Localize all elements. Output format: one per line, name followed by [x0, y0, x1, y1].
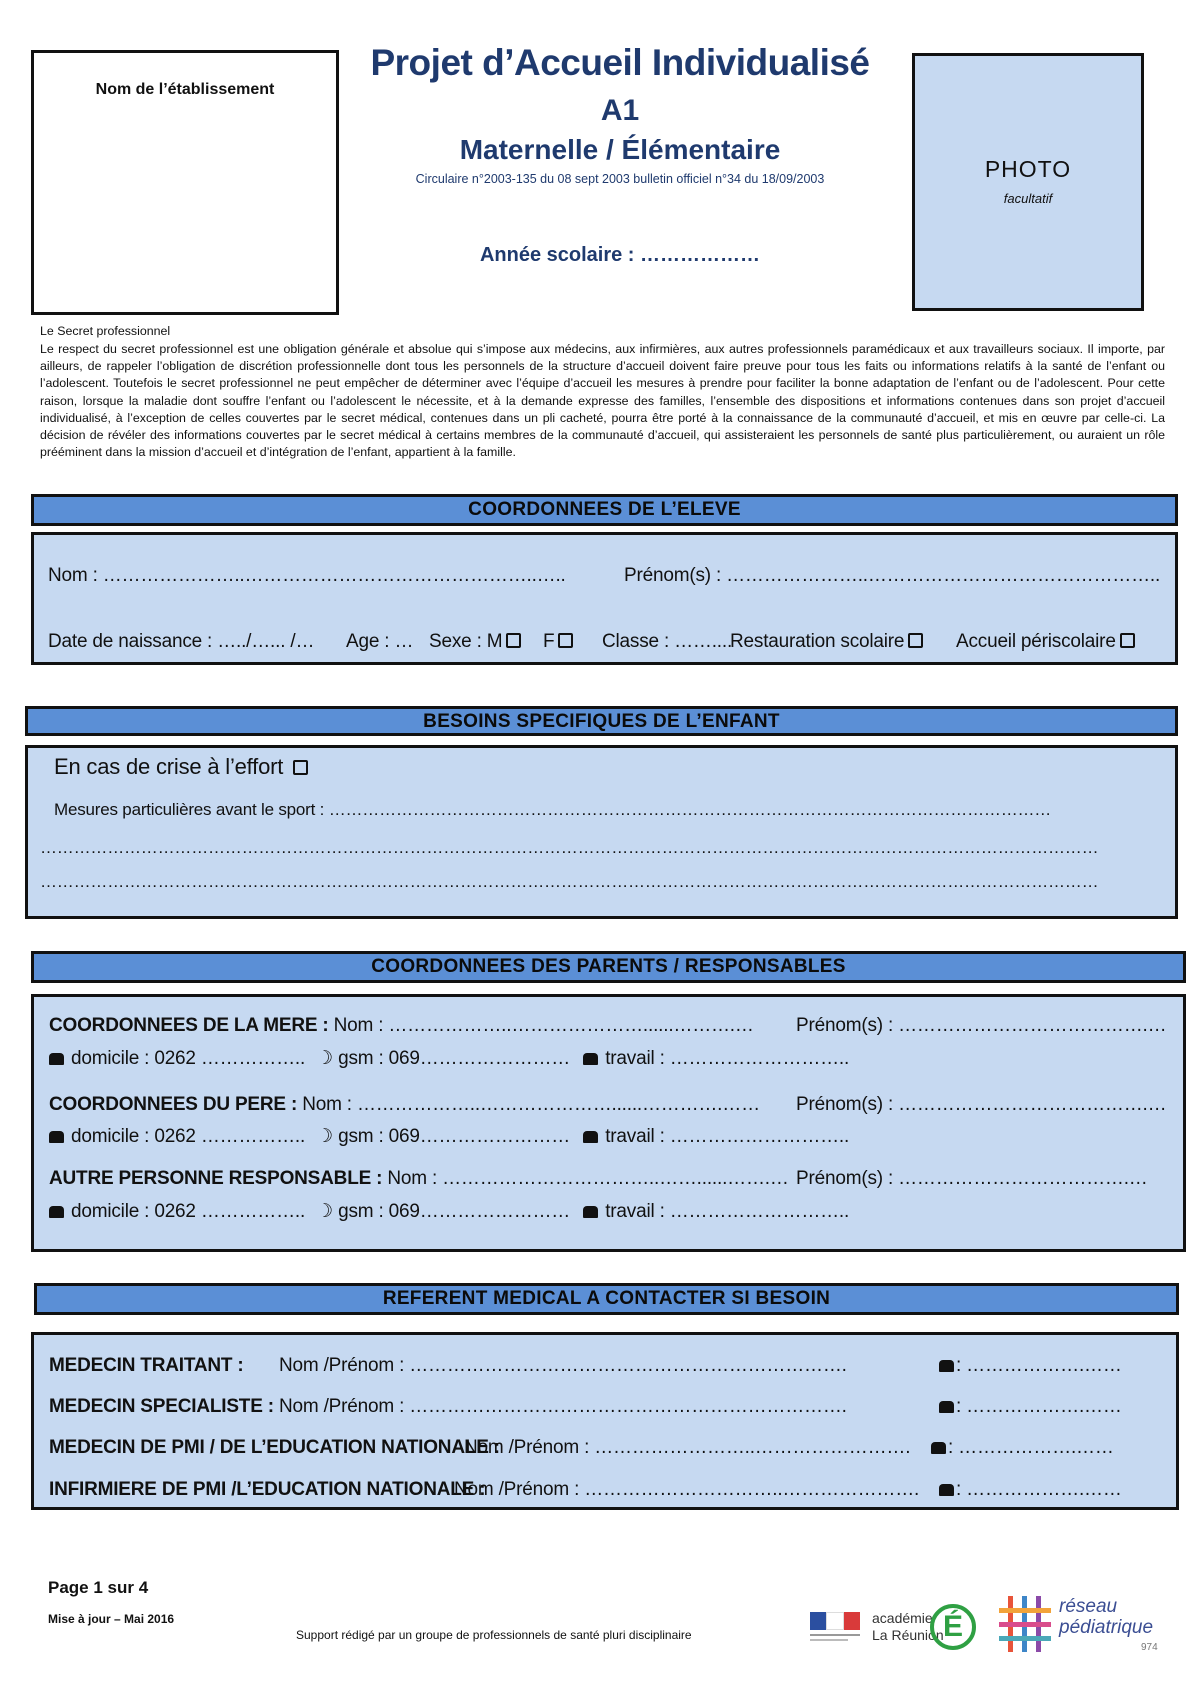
phone-icon — [583, 1053, 598, 1065]
specialiste-tel-field[interactable] — [939, 1396, 1122, 1418]
sexe-f-label: F — [543, 631, 555, 652]
phone-icon — [49, 1131, 64, 1143]
pmi-nom-field[interactable]: Nom /Prénom : ……………………..……………………. — [464, 1437, 911, 1458]
eleve-periscolaire — [956, 631, 1135, 653]
pere-phones — [49, 1125, 849, 1148]
autre-row — [49, 1168, 789, 1190]
pere-row — [49, 1094, 760, 1116]
crise-effort — [54, 754, 308, 780]
eleve-sexe-f — [543, 631, 573, 653]
support-note: Support rédigé par un groupe de professionnels de santé pluri disciplinaire — [296, 1628, 692, 1642]
academie-logo — [872, 1598, 982, 1660]
page-number: Page 1 sur 4 — [48, 1578, 149, 1597]
pere-nom-field[interactable]: Nom : ………………..…………………......………….…… — [302, 1094, 760, 1115]
eleve-prenom-field[interactable]: Prénom(s) : …………………..……………………………………….. — [624, 565, 1161, 586]
reseau-hash-icon — [995, 1592, 1053, 1654]
mere-row — [49, 1015, 754, 1037]
mobile-icon: ☽ — [316, 1201, 333, 1222]
pere-travail-field[interactable]: travail : ……………………….. — [605, 1126, 850, 1147]
phone-icon — [583, 1206, 598, 1218]
mere-label: COORDONNEES DE LA MERE : — [49, 1015, 329, 1036]
reseau-974: 974 — [1141, 1642, 1158, 1653]
specialiste-nom-field[interactable]: Nom /Prénom : ……………………………………………………………. — [279, 1396, 847, 1417]
restauration-checkbox[interactable] — [908, 633, 923, 648]
circular-reference: Circulaire n°2003-135 du 08 sept 2003 bulletin officiel n°34 du 18/09/2003 — [415, 172, 825, 186]
eleve-nom-field[interactable]: Nom : …………………..………………………………………..….. — [48, 565, 566, 586]
update-date: Mise à jour – Mai 2016 — [48, 1612, 175, 1626]
periscolaire-label: Accueil périscolaire — [956, 631, 1116, 652]
mobile-icon: ☽ — [316, 1126, 333, 1147]
document-code: A1 — [600, 94, 640, 127]
pmi-tel-field[interactable] — [931, 1437, 1114, 1459]
establishment-box — [31, 50, 339, 315]
sexe-m-checkbox[interactable] — [506, 633, 521, 648]
periscolaire-checkbox[interactable] — [1120, 633, 1135, 648]
phone-icon — [49, 1206, 64, 1218]
marianne-logo — [810, 1612, 860, 1644]
reseau-text: réseau pédiatrique — [1059, 1596, 1154, 1638]
sexe-label: Sexe : M — [429, 631, 503, 652]
parents-panel — [31, 994, 1186, 1252]
school-level: Maternelle / Élémentaire — [459, 134, 781, 165]
autre-prenom-field[interactable]: Prénom(s) : ……………………………….… — [796, 1168, 1148, 1189]
autre-phones — [49, 1200, 849, 1223]
eleve-classe-field[interactable]: Classe : …….... — [602, 631, 733, 652]
photo-box[interactable] — [912, 53, 1144, 311]
infirmiere-tel-dots: : ……………….…… — [956, 1479, 1122, 1500]
pmi-tel-dots: : ……………….…… — [948, 1437, 1114, 1458]
eleve-panel — [31, 532, 1178, 665]
infirmiere-tel-field[interactable] — [939, 1479, 1122, 1501]
academie-e-icon: É — [930, 1604, 976, 1650]
mere-prenom-field[interactable]: Prénom(s) : ………………………………….… — [796, 1015, 1167, 1036]
besoins-panel — [25, 745, 1178, 919]
mesures-field[interactable]: Mesures particulières avant le sport : ………………………………………………………………………………………………………………… — [54, 800, 1052, 819]
mobile-icon: ☽ — [316, 1048, 333, 1069]
pmi-label: MEDECIN DE PMI / DE L’EDUCATION NATIONALE : — [49, 1437, 500, 1458]
specialiste-label: MEDECIN SPECIALISTE : — [49, 1396, 274, 1417]
phone-icon — [939, 1401, 954, 1413]
eleve-restauration — [730, 631, 923, 653]
photo-label: PHOTO — [984, 156, 1072, 182]
secret-heading: Le Secret professionnel — [40, 324, 171, 338]
besoins-line-2[interactable]: ……………………………………………………………………………………………………………………………………………………………………… — [40, 838, 1099, 857]
establishment-label: Nom de l’établissement — [95, 81, 275, 98]
eleve-banner: COORDONNEES DE L’ELEVE — [31, 494, 1178, 526]
pere-label: COORDONNEES DU PERE : — [49, 1094, 298, 1115]
restauration-label: Restauration scolaire — [730, 631, 905, 652]
crise-label: En cas de crise à l’effort — [54, 754, 284, 779]
traitant-tel-field[interactable] — [939, 1355, 1122, 1377]
traitant-tel-dots: : ……………….…… — [956, 1355, 1122, 1376]
mere-domicile-field[interactable]: domicile : 0262 …………….. — [71, 1048, 306, 1069]
pere-gsm-field[interactable]: gsm : 069…………………… — [338, 1126, 571, 1147]
eleve-sexe-m — [429, 631, 521, 653]
besoins-banner: BESOINS SPECIFIQUES DE L’ENFANT — [25, 706, 1178, 736]
autre-gsm-field[interactable]: gsm : 069…………………… — [338, 1201, 571, 1222]
phone-icon — [939, 1360, 954, 1372]
medical-banner: REFERENT MEDICAL A CONTACTER SI BESOIN — [34, 1283, 1179, 1315]
autre-nom-field[interactable]: Nom : ……………………………..……......…….… — [387, 1168, 789, 1189]
photo-note: facultatif — [1003, 191, 1053, 206]
infirmiere-nom-field[interactable]: Nom /Prénom : …………………………..…………………. — [454, 1479, 920, 1500]
mere-nom-field[interactable]: Nom : ………………..…………………......……….… — [333, 1015, 754, 1036]
medical-panel — [31, 1332, 1179, 1510]
eleve-dob-field[interactable]: Date de naissance : …../…... /… — [48, 631, 315, 652]
phone-icon — [583, 1131, 598, 1143]
sexe-f-checkbox[interactable] — [558, 633, 573, 648]
mere-travail-field[interactable]: travail : ……………………….. — [605, 1048, 850, 1069]
autre-label: AUTRE PERSONNE RESPONSABLE : — [49, 1168, 383, 1189]
phone-icon — [49, 1053, 64, 1065]
eleve-age-field[interactable]: Age : … — [346, 631, 414, 652]
pere-domicile-field[interactable]: domicile : 0262 …………….. — [71, 1126, 306, 1147]
reseau-logo — [995, 1592, 1165, 1662]
traitant-label: MEDECIN TRAITANT : — [49, 1355, 244, 1376]
phone-icon — [931, 1442, 946, 1454]
document-title: Projet d’Accueil Individualisé — [370, 42, 870, 83]
besoins-line-3[interactable]: ……………………………………………………………………………………………………………………………………………………………………… — [40, 872, 1099, 891]
mere-phones — [49, 1047, 849, 1070]
phone-icon — [939, 1484, 954, 1496]
infirmiere-label: INFIRMIERE DE PMI /L’EDUCATION NATIONALE : — [49, 1479, 486, 1500]
mere-gsm-field[interactable]: gsm : 069…………………… — [338, 1048, 571, 1069]
academie-text: académie La Réunion — [872, 1610, 944, 1643]
parents-banner: COORDONNEES DES PARENTS / RESPONSABLES — [31, 951, 1186, 983]
school-year: Année scolaire : ……………… — [479, 244, 761, 266]
secret-paragraph: Le respect du secret professionnel est une obligation générale et absolue qui s’impose aux médecins, aux infirmières, aux autres professionnels paramédicaux et aux travailleurs sociaux. Il importe, par ailleurs, de rappeler l’obligation de discrétion professionnelle dont tous les personnels de la structure d’accueil doivent faire preuve pour tous les faits ou informations relatifs à la santé de l’enfant ou l’adolescent. Toutefois le secret professionnel ne peut empêcher de déterminer avec l’équipe d’accueil les mesures à prendre pour faciliter la bonne adaptation de l’enfant ou de l’adolescent. Pour cette raison, lorsque la maladie dont souffre l’enfant ou l’adolescent le nécessite, et à la demande expresse des familles, l’ensemble des dispositions et informations contenues dans son projet d’accueil individualisé, à l’exception de celles couvertes par le secret médical, contenues dans un pli cacheté, pourra être porté à la connaissance de la communauté d’accueil, et mis en œuvre par celle-ci. La décision de révéler des informations couvertes par le secret médical à certains membres de la communauté d’accueil, qui assisteraient les personnels de santé plus particulièrement, ou auraient un rôle prééminent dans la mission d’accueil et d’intégration de l’enfant, appartient à la famille. — [40, 342, 1165, 460]
pere-prenom-field[interactable]: Prénom(s) : ………………………………….… — [796, 1094, 1167, 1115]
autre-domicile-field[interactable]: domicile : 0262 …………….. — [71, 1201, 306, 1222]
crise-checkbox[interactable] — [293, 760, 308, 775]
specialiste-tel-dots: : ……………….…… — [956, 1396, 1122, 1417]
traitant-nom-field[interactable]: Nom /Prénom : ……………………………………………………………. — [279, 1355, 847, 1376]
autre-travail-field[interactable]: travail : ……………………….. — [605, 1201, 850, 1222]
